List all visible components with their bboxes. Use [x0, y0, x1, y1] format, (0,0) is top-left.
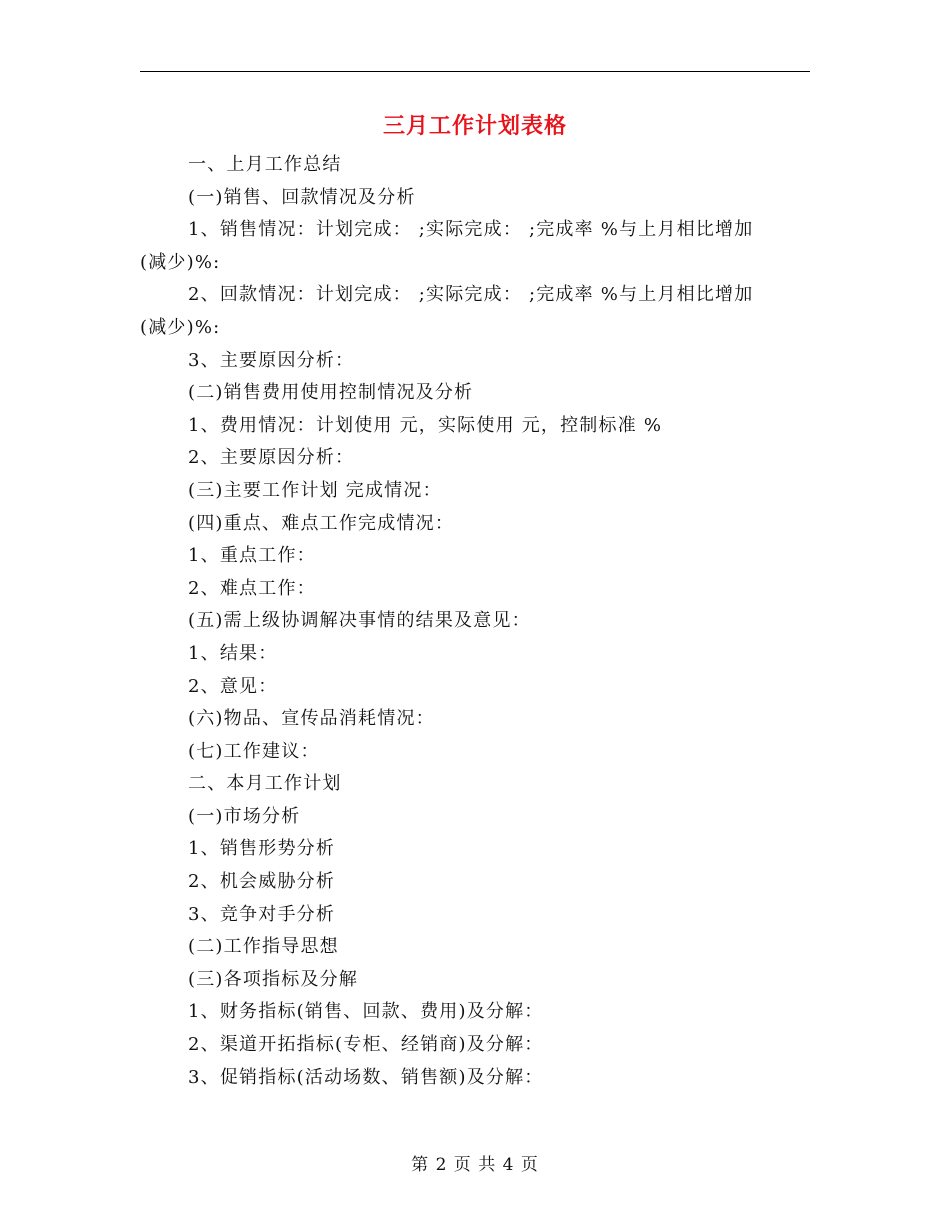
body-paragraph: 1、销售情况：计划完成： ;实际完成： ;完成率 %与上月相比增加 — [188, 219, 754, 241]
body-paragraph: 3、促销指标(活动场数、销售额)及分解： — [188, 1066, 544, 1088]
document-body — [140, 149, 810, 1094]
body-paragraph: (三)主要工作计划 完成情况： — [188, 479, 442, 501]
body-paragraph: (减少)%: — [140, 316, 221, 338]
body-paragraph: 2、难点工作： — [188, 577, 316, 599]
body-paragraph: (四)重点、难点工作完成情况： — [188, 512, 455, 534]
body-paragraph: (六)物品、宣传品消耗情况： — [188, 708, 435, 730]
body-paragraph: 1、财务指标(销售、回款、费用)及分解： — [188, 1001, 544, 1023]
body-paragraph: 3、竞争对手分析 — [188, 903, 336, 925]
header-rule — [140, 71, 810, 72]
body-paragraph: 1、销售形势分析 — [188, 838, 336, 860]
document-title: 三月工作计划表格 — [382, 113, 567, 139]
body-paragraph: (三)各项指标及分解 — [188, 968, 359, 990]
body-paragraph: 一、上月工作总结 — [188, 154, 342, 175]
body-paragraph: (一)销售、回款情况及分析 — [188, 186, 416, 208]
body-paragraph: 1、费用情况：计划使用 元，实际使用 元，控制标准 % — [188, 414, 663, 436]
body-paragraph: (五)需上级协调解决事情的结果及意见： — [188, 610, 531, 632]
page-footer: 第 2 页 共 4 页 — [411, 1155, 539, 1175]
body-paragraph: (二)销售费用使用控制情况及分析 — [188, 382, 474, 404]
body-paragraph: (减少)%: — [140, 251, 221, 273]
body-paragraph: 1、重点工作： — [188, 545, 316, 567]
body-paragraph: 2、机会威胁分析 — [188, 871, 336, 893]
body-paragraph: (二)工作指导思想 — [188, 936, 339, 958]
body-paragraph: (七)工作建议： — [188, 740, 320, 762]
body-paragraph: 2、回款情况：计划完成： ;实际完成： ;完成率 %与上月相比增加 — [188, 284, 754, 306]
body-paragraph: 2、主要原因分析： — [188, 447, 355, 469]
body-paragraph: 3、主要原因分析： — [188, 349, 355, 371]
body-paragraph: 二、本月工作计划 — [188, 773, 342, 795]
body-paragraph: 2、渠道开拓指标(专柜、经销商)及分解： — [188, 1034, 544, 1056]
body-paragraph: 1、结果： — [188, 642, 278, 664]
body-paragraph: 2、意见： — [188, 675, 278, 697]
body-paragraph: (一)市场分析 — [188, 805, 301, 827]
